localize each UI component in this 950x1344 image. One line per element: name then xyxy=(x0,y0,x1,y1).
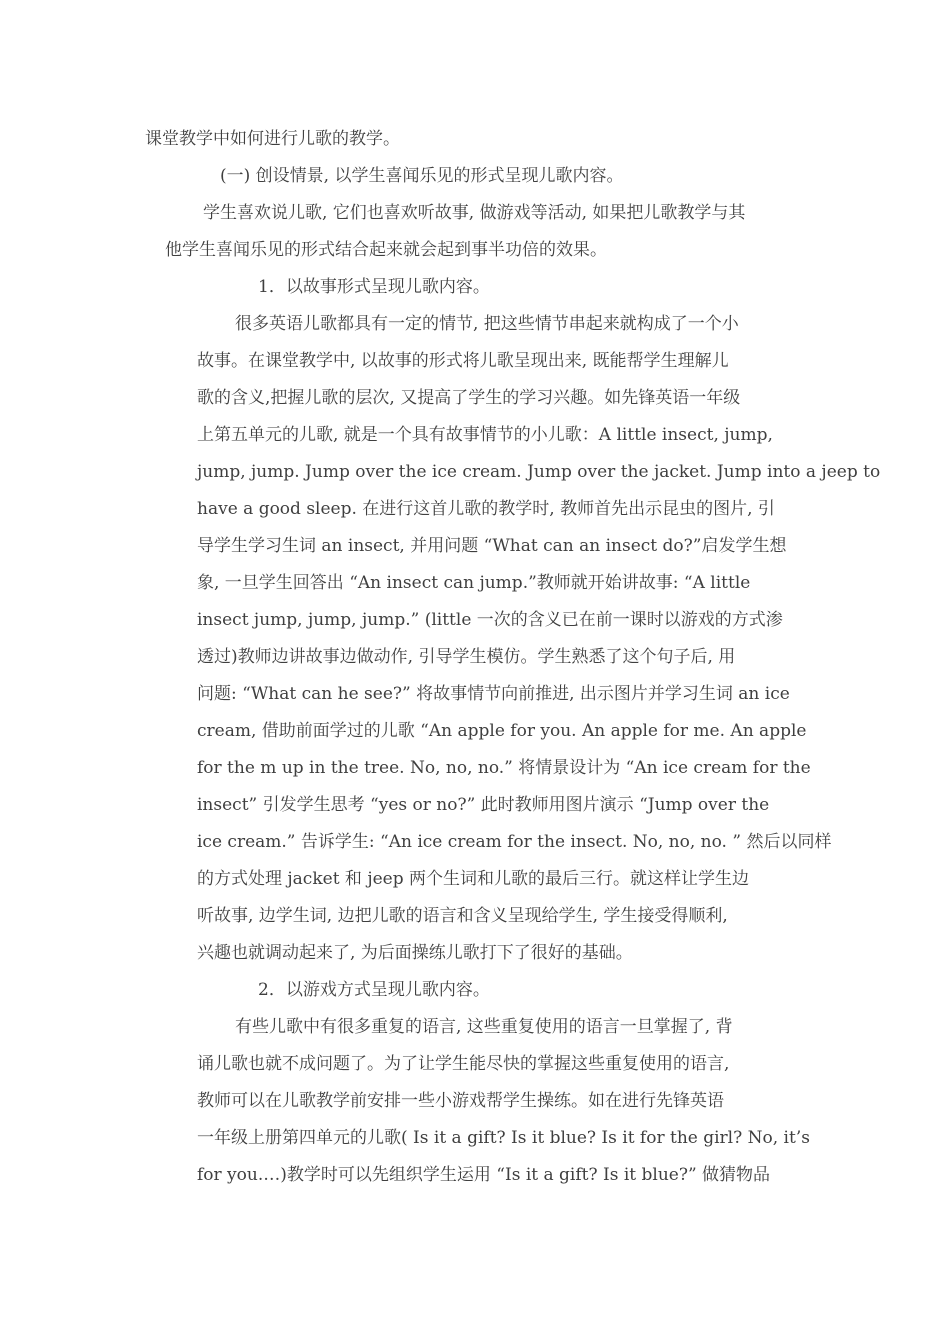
paragraph-line: jump, jump. Jump over the ice cream. Jump over the jacket. Jump into a jeep to xyxy=(197,462,881,482)
subsection-heading: 2．以游戏方式呈现儿歌内容。 xyxy=(258,980,490,1000)
paragraph-line: 的方式处理 jacket 和 jeep 两个生词和儿歌的最后三行。就这样让学生边 xyxy=(197,869,750,889)
paragraph-line: 诵儿歌也就不成问题了。为了让学生能尽快的掌握这些重复使用的语言, xyxy=(197,1054,730,1074)
paragraph-line: ice cream.” 告诉学生: “An ice cream for the insect. No, no, no. ” 然后以同样 xyxy=(197,832,832,852)
paragraph-line: 问题: “What can he see?” 将故事情节向前推进, 出示图片并学习生词 an ice xyxy=(197,684,790,704)
paragraph-line: for the m up in the tree. No, no, no.” 将情景设计为 “An ice cream for the xyxy=(197,758,811,778)
paragraph-line: 学生喜欢说儿歌, 它们也喜欢听故事, 做游戏等活动, 如果把儿歌教学与其 xyxy=(203,203,746,223)
paragraph-line: 透过)教师边讲故事边做动作, 引导学生模仿。学生熟悉了这个句子后, 用 xyxy=(197,647,736,667)
paragraph-line: 象, 一旦学生回答出 “An insect can jump.”教师就开始讲故事: “A little xyxy=(197,573,751,593)
paragraph-line: insect” 引发学生思考 “yes or no?” 此时教师用图片演示 “Jump over the xyxy=(197,795,770,815)
paragraph-line: insect jump, jump, jump.” (little 一次的含义已在前一课时以游戏的方式渗 xyxy=(197,610,783,630)
paragraph-line: 有些儿歌中有很多重复的语言, 这些重复使用的语言一旦掌握了, 背 xyxy=(235,1017,733,1037)
paragraph-line: 上第五单元的儿歌, 就是一个具有故事情节的小儿歌：A little insect, jump, xyxy=(197,425,773,445)
paragraph-line: have a good sleep. 在进行这首儿歌的教学时, 教师首先出示昆虫的图片, 引 xyxy=(197,499,775,519)
intro-line: 课堂教学中如何进行儿歌的教学。 xyxy=(145,129,400,149)
paragraph-line: 歌的含义,把握儿歌的层次, 又提高了学生的学习兴趣。如先锋英语一年级 xyxy=(197,388,741,408)
paragraph-line: cream, 借助前面学过的儿歌 “An apple for you. An apple for me. An apple xyxy=(197,721,807,741)
section-heading: (一) 创设情景, 以学生喜闻乐见的形式呈现儿歌内容。 xyxy=(220,166,624,186)
paragraph-line: 一年级上册第四单元的儿歌( Is it a gift? Is it blue? Is it for the girl? No, it’s xyxy=(197,1128,810,1148)
paragraph-line: 他学生喜闻乐见的形式结合起来就会起到事半功倍的效果。 xyxy=(165,240,607,260)
paragraph-line: 导学生学习生词 an insect, 并用问题 “What can an insect do?”启发学生想 xyxy=(197,536,787,556)
subsection-heading: 1．以故事形式呈现儿歌内容。 xyxy=(258,277,490,297)
paragraph-line: 听故事, 边学生词, 边把儿歌的语言和含义呈现给学生, 学生接受得顺利, xyxy=(197,906,728,926)
paragraph-line: 故事。在课堂教学中, 以故事的形式将儿歌呈现出来, 既能帮学生理解儿 xyxy=(197,351,729,371)
paragraph-line: 兴趣也就调动起来了, 为后面操练儿歌打下了很好的基础。 xyxy=(197,943,633,963)
paragraph-line: for you.…)教学时可以先组织学生运用 “Is it a gift? Is it blue?” 做猜物品 xyxy=(197,1165,771,1185)
paragraph-line: 很多英语儿歌都具有一定的情节, 把这些情节串起来就构成了一个小 xyxy=(235,314,739,334)
paragraph-line: 教师可以在儿歌教学前安排一些小游戏帮学生操练。如在进行先锋英语 xyxy=(197,1091,724,1111)
